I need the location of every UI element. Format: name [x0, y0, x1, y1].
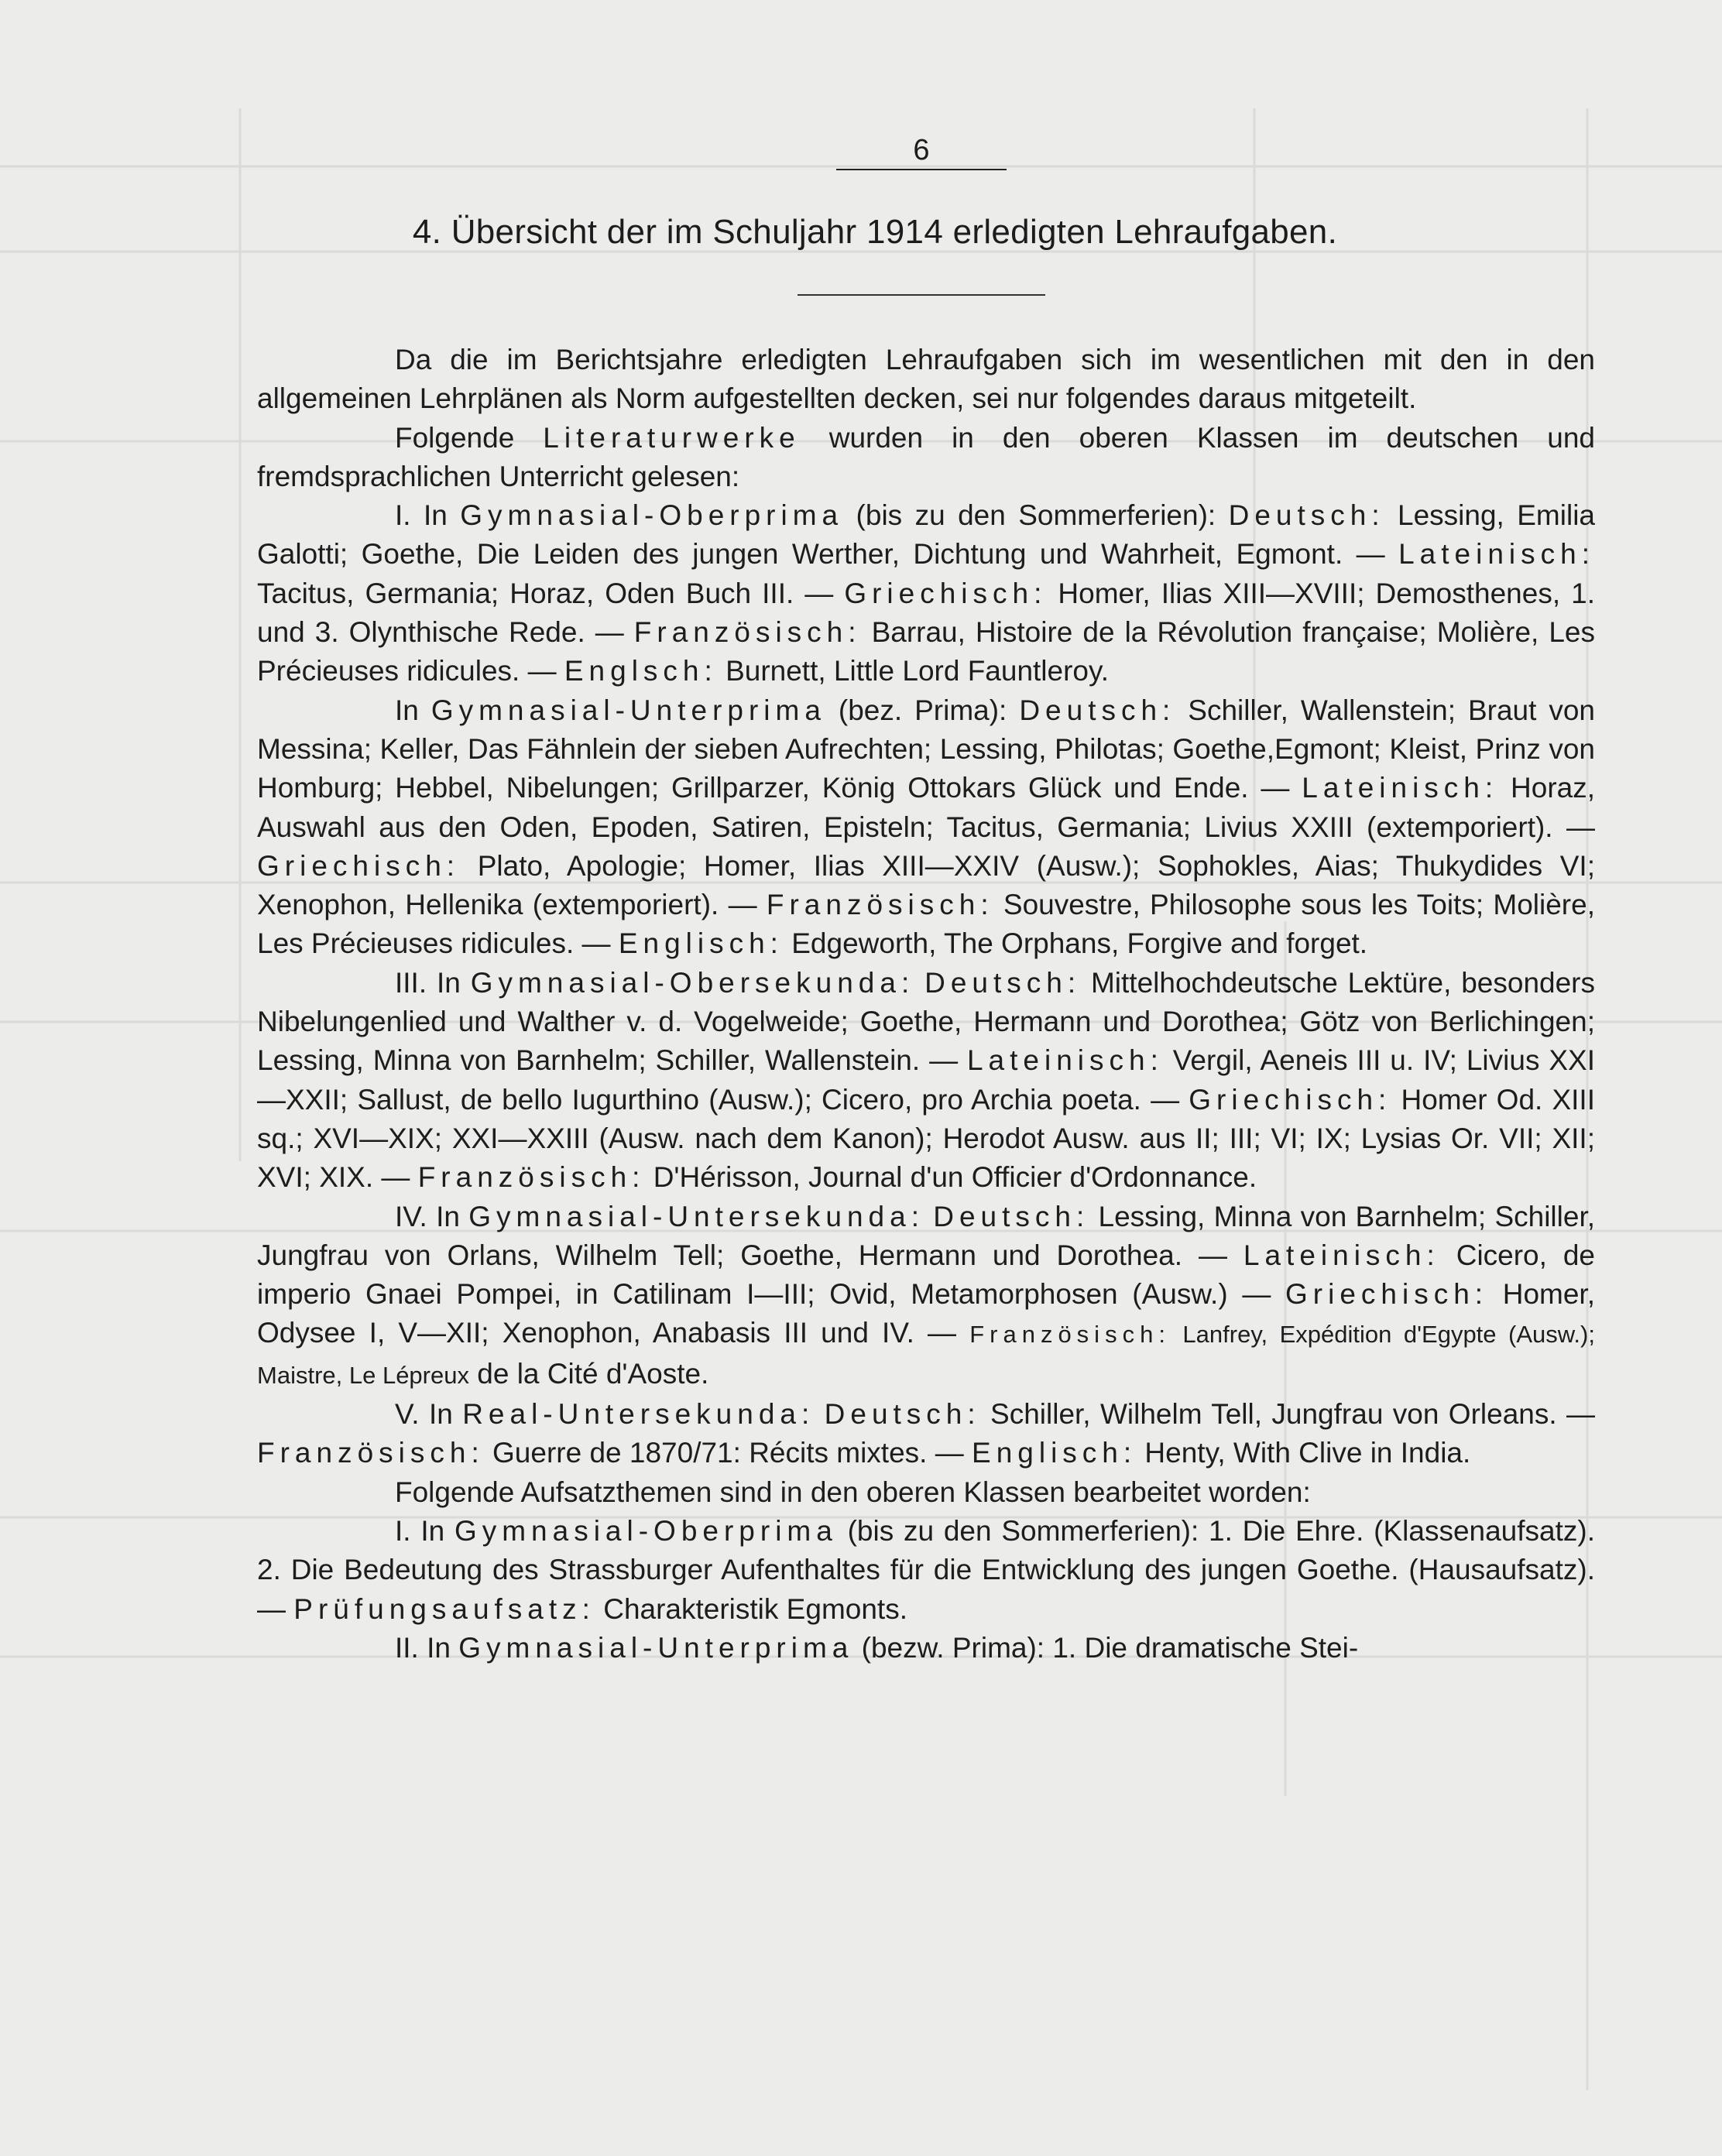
text-run: Folgende Aufsatzthemen sind in den oberen Klassen bearbeitet worden: [395, 1476, 1311, 1508]
text-run: Burnett, Little Lord Fauntleroy. [717, 655, 1110, 687]
paragraph [257, 1198, 1595, 1395]
text-run: I. In [395, 499, 461, 532]
text-run: Homer Od. XIII sq.; XVI—XIX; XXI—XXIII (Ausw. nach dem Kanon); Herodot Ausw. aus II; III; VI; IX; Lysias Or. VII; XII; XVI; XIX. — [257, 1083, 1595, 1194]
text-run: D'Hérisson, Journal d'un Officier d'Ordonnance. [645, 1161, 1257, 1194]
spaced-emphasis: Gymnasial-Oberprima [460, 499, 844, 532]
paragraph [257, 341, 1595, 419]
spaced-emphasis: Französisch: [417, 1161, 646, 1194]
text-run: Edgeworth, The Orphans, Forgive and forget. [783, 927, 1368, 960]
spaced-emphasis: Literaturwerke [543, 421, 801, 454]
text-run: Folgende [395, 421, 544, 454]
spaced-emphasis: Deutsch: [924, 966, 1082, 999]
text-run: Lessing, Emilia Galotti; Goethe, Die Leiden des jungen Werther, Dichtung und Wahrheit, Egmont. — [257, 499, 1595, 571]
text-run: Horaz, Auswahl aus den Oden, Epoden, Satiren, Episteln; Tacitus, Germania; Livius XXIII (extemporiert). — [257, 772, 1595, 843]
text-run: Guerre de 1870/71: Récits mixtes. — [484, 1437, 972, 1469]
spaced-emphasis: Lateinisch: [1243, 1239, 1440, 1271]
text-run: (bez. Prima): [825, 694, 1020, 726]
paragraph [257, 1629, 1595, 1668]
section-heading: 4. Übersicht der im Schuljahr 1914 erledigten Lehraufgaben. [412, 213, 1338, 251]
text-run: Plato, Apologie; Homer, Ilias XIII—XXIV (Ausw.); Sophokles, Aias; Thukydides VI; Xenophon, Hellenika (extemporiert). — [257, 849, 1595, 921]
spaced-emphasis: Englisch: [618, 927, 784, 960]
text-run: II. In [395, 1631, 459, 1664]
spaced-emphasis: Prüfungsaufsatz: [293, 1592, 595, 1625]
spaced-emphasis: Lateinisch: [1302, 772, 1499, 804]
spaced-emphasis: Französisch: [766, 889, 994, 921]
text-run: Lanfrey, Expédition d'Egypte (Ausw.); Maistre, Le Lépreux [257, 1321, 1595, 1389]
text-run: Souvestre, Philosophe sous les Toits; Molière, Les Précieuses ridicules. — [257, 889, 1595, 960]
spaced-emphasis: Englsch: [564, 655, 718, 687]
text-run: V. In [395, 1398, 463, 1431]
spaced-emphasis: Griechisch: [1189, 1083, 1392, 1116]
text-run: III. In [395, 966, 471, 999]
text-run: de la Cité d'Aoste. [468, 1357, 709, 1390]
spaced-emphasis: Gymnasial-Unterprima [458, 1631, 854, 1664]
heading-divider [798, 294, 1045, 296]
text-run: Mittelhochdeutsche Lektüre, besonders Nibelungenlied und Walther v. d. Vogelweide; Goethe, Hermann und Dorothea; Götz von Berlichingen; Lessing, Minna von Barnhelm; Schiller, Wallenstein. — [257, 966, 1595, 1077]
text-run: (bezw. Prima): 1. Die dramatische Stei- [853, 1631, 1359, 1664]
paragraph [257, 964, 1595, 1198]
text-run: I. In [395, 1514, 455, 1547]
text-run: Da die im Berichtsjahre erledigten Lehraufgaben sich im wesentlichen mit den in den allgemeinen Lehrplänen als Norm aufgestellten decken, sei nur folgendes daraus mitgeteilt. [257, 344, 1595, 415]
spaced-emphasis: Französisch: [257, 1437, 485, 1469]
spaced-emphasis: Deutsch: [824, 1398, 981, 1431]
spaced-emphasis: Deutsch: [1228, 499, 1385, 532]
paragraph [257, 691, 1595, 964]
spaced-emphasis: Real-Untersekunda: [462, 1398, 815, 1431]
paragraph [257, 1395, 1595, 1473]
text-run: Schiller, Wilhelm Tell, Jungfrau von Orleans. — [980, 1398, 1596, 1431]
text-run: wurden in den oberen Klassen im deutschen und fremdsprachlichen Unterricht gelesen: [257, 421, 1595, 492]
text-run: Lessing, Minna von Barnhelm; Schiller, Jungfrau von Orlans, Wilhelm Tell; Goethe, Hermann und Dorothea. — [257, 1200, 1596, 1271]
spaced-emphasis: Französisch: [969, 1321, 1171, 1349]
text-run: Cicero, de imperio Gnaei Pompei, in Catilinam I—III; Ovid, Metamorphosen (Ausw.) — [257, 1239, 1596, 1311]
spaced-emphasis: Französisch: [633, 616, 862, 649]
spaced-emphasis: Gymnasial-Obersekunda: [470, 966, 915, 999]
text-run: Homer, Odysee I, V—XII; Xenophon, Anabasis III und IV. — [257, 1278, 1595, 1349]
text-run: Vergil, Aeneis III u. IV; Livius XXI—XXII; Sallust, de bello Iugurthino (Ausw.); Cicero, pro Archia poeta. — [257, 1044, 1595, 1116]
text-run: Barrau, Histoire de la Révolution française; Molière, Les Précieuses ridicules. — [257, 616, 1595, 687]
spaced-emphasis: Gymnasial-Unterprima [430, 694, 826, 726]
spaced-emphasis: Gymnasial-Untersekunda: [468, 1200, 924, 1232]
spaced-emphasis: Gymnasial-Oberprima [454, 1514, 838, 1547]
paragraph [257, 1473, 1595, 1512]
text-run: IV. In [395, 1200, 469, 1232]
text-run: In [395, 694, 431, 726]
paragraph [257, 496, 1595, 691]
text-run [924, 1201, 933, 1232]
spaced-emphasis: Deutsch: [933, 1200, 1090, 1232]
paragraph [257, 419, 1595, 497]
spaced-emphasis: Griechisch: [844, 577, 1048, 609]
text-run: (bis zu den Sommerferien): 1. Die Ehre. (Klassenaufsatz). 2. Die Bedeutung des Strassburger Aufenthaltes für die Entwicklung des jungen Goethe. (Hausaufsatz). — [257, 1514, 1595, 1625]
text-run: Schiller, Wallenstein; Braut von Messina; Keller, Das Fähnlein der sieben Aufrechten; Lessing, Philotas; Goethe,Egmont; Kleist, Prinz von Homburg; Hebbel, Nibelungen; Grillparzer, König Ottokars Glück und Ende. — [257, 694, 1595, 804]
text-run [815, 1398, 824, 1430]
text-run: Charakteristik Egmonts. [595, 1592, 907, 1625]
spaced-emphasis: Englisch: [972, 1437, 1137, 1469]
paragraph [257, 1512, 1595, 1629]
text-run: Tacitus, Germania; Horaz, Oden Buch III. — [257, 577, 845, 609]
page-number: 6 [836, 132, 1007, 170]
text-run: (bis zu den Sommerferien): [843, 499, 1229, 532]
spaced-emphasis: Lateinisch: [1398, 538, 1595, 571]
spaced-emphasis: Griechisch: [257, 849, 461, 882]
text-run: Henty, With Clive in India. [1137, 1437, 1471, 1469]
spaced-emphasis: Lateinisch: [966, 1044, 1164, 1077]
text-run [914, 967, 924, 999]
body-text [257, 341, 1595, 1668]
text-run: Homer, Ilias XIII—XVIII; Demosthenes, 1. und 3. Olynthische Rede. — [257, 577, 1595, 649]
spaced-emphasis: Deutsch: [1019, 694, 1176, 726]
spaced-emphasis: Griechisch: [1285, 1278, 1489, 1311]
